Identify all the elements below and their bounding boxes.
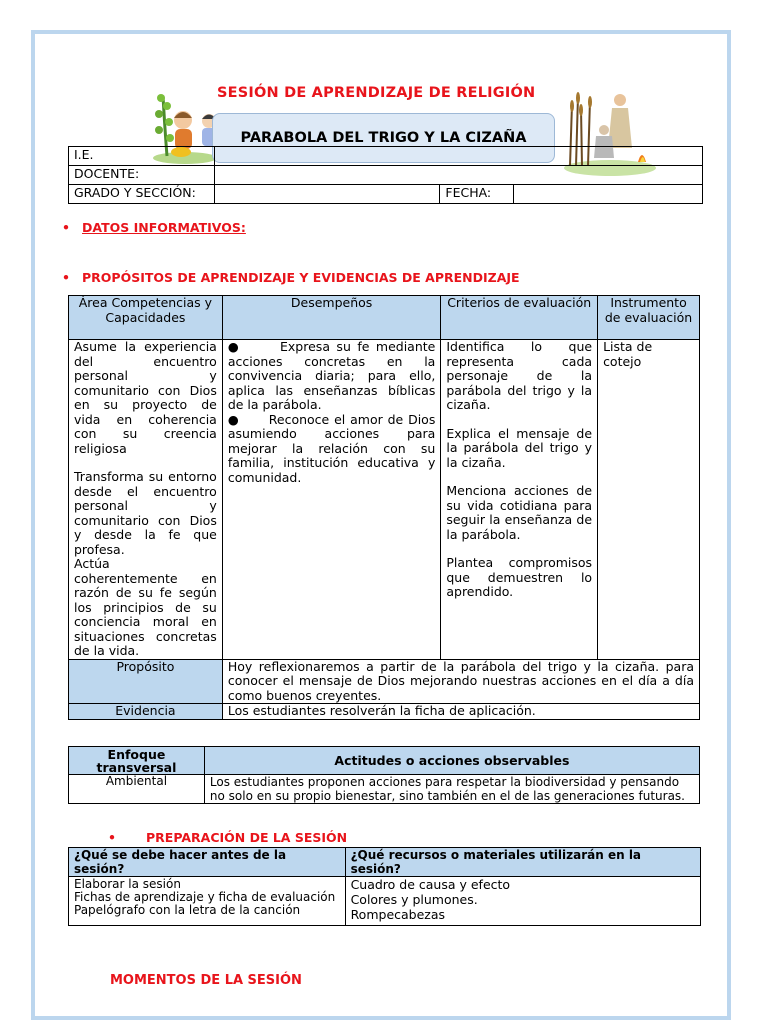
header-instrumento: Instrumento de evaluación <box>598 296 700 340</box>
desempenos-cell <box>222 340 441 660</box>
purpose-table <box>68 295 700 720</box>
header-antes: ¿Qué se debe hacer antes de la sesión? <box>69 848 346 877</box>
prep-table <box>68 847 701 926</box>
recurso-item: Colores y plumones. <box>350 892 478 907</box>
header-desempenos: Desempeños <box>222 296 441 340</box>
evidencia-label: Evidencia <box>69 704 223 720</box>
desempeno-2: ● Reconoce el amor de Dios asumiendo acciones para mejorar la relación con su familia, institución educativa y comunidad. <box>227 411 436 485</box>
enfoque-header-row <box>69 747 700 775</box>
criterio-2: Explica el mensaje de la parábola del trigo y la cizaña. <box>446 425 593 470</box>
prep-body-row <box>69 877 701 926</box>
area-competencia-3: Actúa coherentemente en razón de su fe según los principios de su conciencia moral en situaciones concretas de la vida. <box>74 556 217 658</box>
purpose-header-row <box>69 296 700 340</box>
bullet-dot-icon: ● <box>227 339 242 354</box>
criterio-1: Identifica lo que representa cada personaje de la parábola del trigo y la cizaña. <box>446 339 593 412</box>
enfoque-value: Ambiental <box>69 775 205 804</box>
recurso-item: Rompecabezas <box>350 907 446 922</box>
enfoque-table <box>68 746 700 804</box>
fecha-value <box>514 185 703 204</box>
antes-item: Fichas de aprendizaje y ficha de evaluación <box>74 890 336 904</box>
section-momentos: MOMENTOS DE LA SESIÓN <box>110 973 302 988</box>
prep-header-row <box>69 848 701 877</box>
proposito-row <box>69 659 700 704</box>
bullet: • <box>62 220 70 235</box>
header-enfoque: Enfoque transversal <box>69 747 205 775</box>
evidencia-row <box>69 704 700 720</box>
criterio-3: Menciona acciones de su vida cotidiana para seguir la enseñanza de la parábola. <box>446 483 593 542</box>
area-cell <box>69 340 223 660</box>
docente-label: DOCENTE: <box>69 166 215 185</box>
section-propositos <box>62 270 520 285</box>
proposito-label: Propósito <box>69 659 223 704</box>
antes-item: Papelógrafo con la letra de la canción <box>74 903 301 917</box>
desempeno-1: ● Expresa su fe mediante acciones concretas en la convivencia diaria; para ello, aplica las enseñanzas bíblicas de la parábola. <box>227 339 436 412</box>
info-row-docente <box>69 166 703 185</box>
bullet: • <box>62 270 70 285</box>
criterio-4: Plantea compromisos que demuestren lo aprendido. <box>446 555 593 599</box>
header-actitudes: Actitudes o acciones observables <box>204 747 699 775</box>
header-criterios: Criterios de evaluación <box>441 296 598 340</box>
document-title: SESIÓN DE APRENDIZAJE DE RELIGIÓN <box>217 85 536 101</box>
section-preparacion-label: PREPARACIÓN DE LA SESIÓN <box>146 830 348 845</box>
grado-label: GRADO Y SECCIÓN: <box>69 185 215 204</box>
evidencia-text: Los estudiantes resolverán la ficha de aplicación. <box>222 704 699 720</box>
antes-item: Elaborar la sesión <box>74 877 181 891</box>
purpose-body-row <box>69 340 700 660</box>
instrumento-cell: Lista de cotejo <box>598 340 700 660</box>
info-row-ie <box>69 147 703 166</box>
docente-value <box>214 166 702 185</box>
subtitle-banner: PARABOLA DEL TRIGO Y LA CIZAÑA <box>212 113 555 163</box>
bullet-dot-icon: ● <box>227 411 240 427</box>
actitud-value: Los estudiantes proponen acciones para respetar la biodiversidad y pensando no solo en su propio bienestar, sino también en el de las generaciones futuras. <box>204 775 699 804</box>
ie-value <box>214 147 702 166</box>
grado-value <box>214 185 440 204</box>
bullet: • <box>108 830 116 845</box>
section-propositos-label: PROPÓSITOS DE APRENDIZAJE Y EVIDENCIAS DE APRENDIZAJE <box>82 270 520 285</box>
proposito-text: Hoy reflexionaremos a partir de la parábola del trigo y la cizaña. para conocer el mensaje de Dios mejorando nuestras acciones en el día a día como buenos creyentes. <box>222 659 699 704</box>
antes-cell <box>69 877 346 926</box>
info-row-grado <box>69 185 703 204</box>
header-recursos: ¿Qué recursos o materiales utilizarán en la sesión? <box>345 848 700 877</box>
recursos-cell <box>345 877 700 926</box>
section-datos <box>62 220 246 235</box>
fecha-label: FECHA: <box>440 185 514 204</box>
info-table <box>68 146 703 204</box>
area-competencia-2: Transforma su entorno desde el encuentro personal y comunitario con Dios y desde la fe que profesa. <box>74 469 217 557</box>
section-preparacion <box>108 830 347 845</box>
recurso-item: Cuadro de causa y efecto <box>350 877 511 892</box>
header-area: Área Competencias y Capacidades <box>69 296 223 340</box>
section-datos-label: DATOS INFORMATIVOS: <box>82 220 246 235</box>
enfoque-body-row <box>69 775 700 804</box>
area-competencia-1: Asume la experiencia del encuentro personal y comunitario con Dios en su proyecto de vida en coherencia con su creencia religiosa <box>74 339 217 456</box>
ie-label: I.E. <box>69 147 215 166</box>
criterios-cell <box>441 340 598 660</box>
